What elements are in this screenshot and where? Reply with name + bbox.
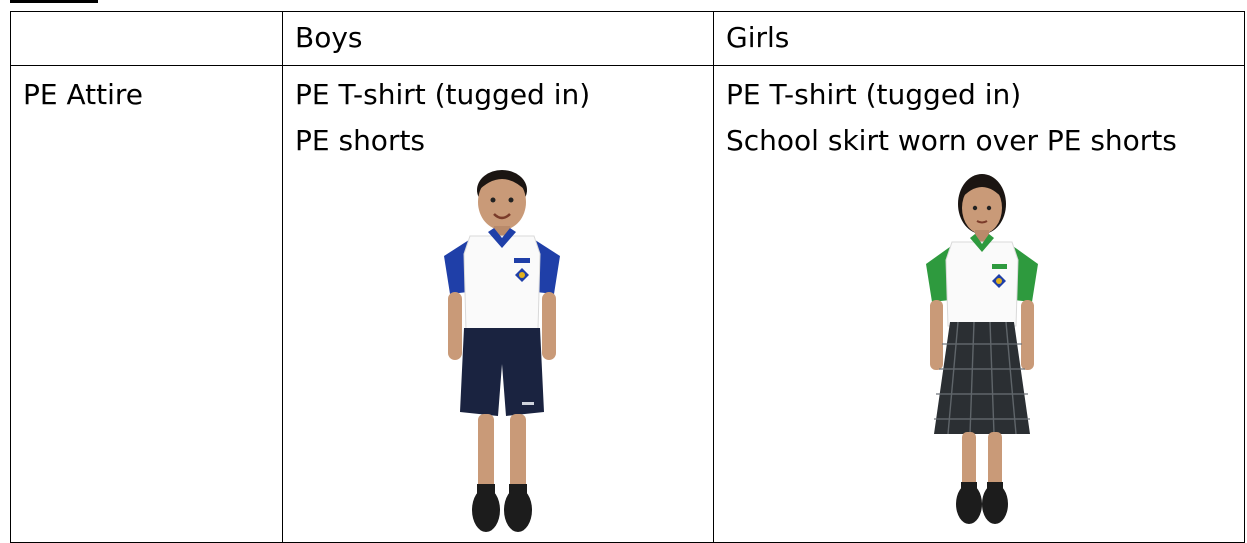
header-cell-boys xyxy=(283,12,714,66)
boys-attire-line-1: PE T-shirt (tugged in) xyxy=(295,78,591,111)
girls-attire-line-1: PE T-shirt (tugged in) xyxy=(726,78,1022,111)
table-row-pe-attire xyxy=(11,66,1245,543)
girls-attire-line-2: School skirt worn over PE shorts xyxy=(726,124,1177,157)
boys-attire-cell xyxy=(283,66,714,543)
table-header-row xyxy=(11,12,1245,66)
header-cell-girls xyxy=(714,12,1245,66)
row-label-cell xyxy=(11,66,283,543)
girls-attire-cell xyxy=(714,66,1245,543)
header-cell-blank xyxy=(11,12,283,66)
girl-pe-uniform-photo xyxy=(714,164,1245,542)
boys-attire-line-2: PE shorts xyxy=(295,124,426,157)
pe-attire-table xyxy=(10,11,1245,543)
row-label-pe-attire: PE Attire xyxy=(23,78,143,111)
header-boys-label: Boys xyxy=(295,21,363,54)
top-underline-rule xyxy=(10,0,98,3)
boy-pe-uniform-photo xyxy=(283,164,714,542)
header-girls-label: Girls xyxy=(726,21,790,54)
